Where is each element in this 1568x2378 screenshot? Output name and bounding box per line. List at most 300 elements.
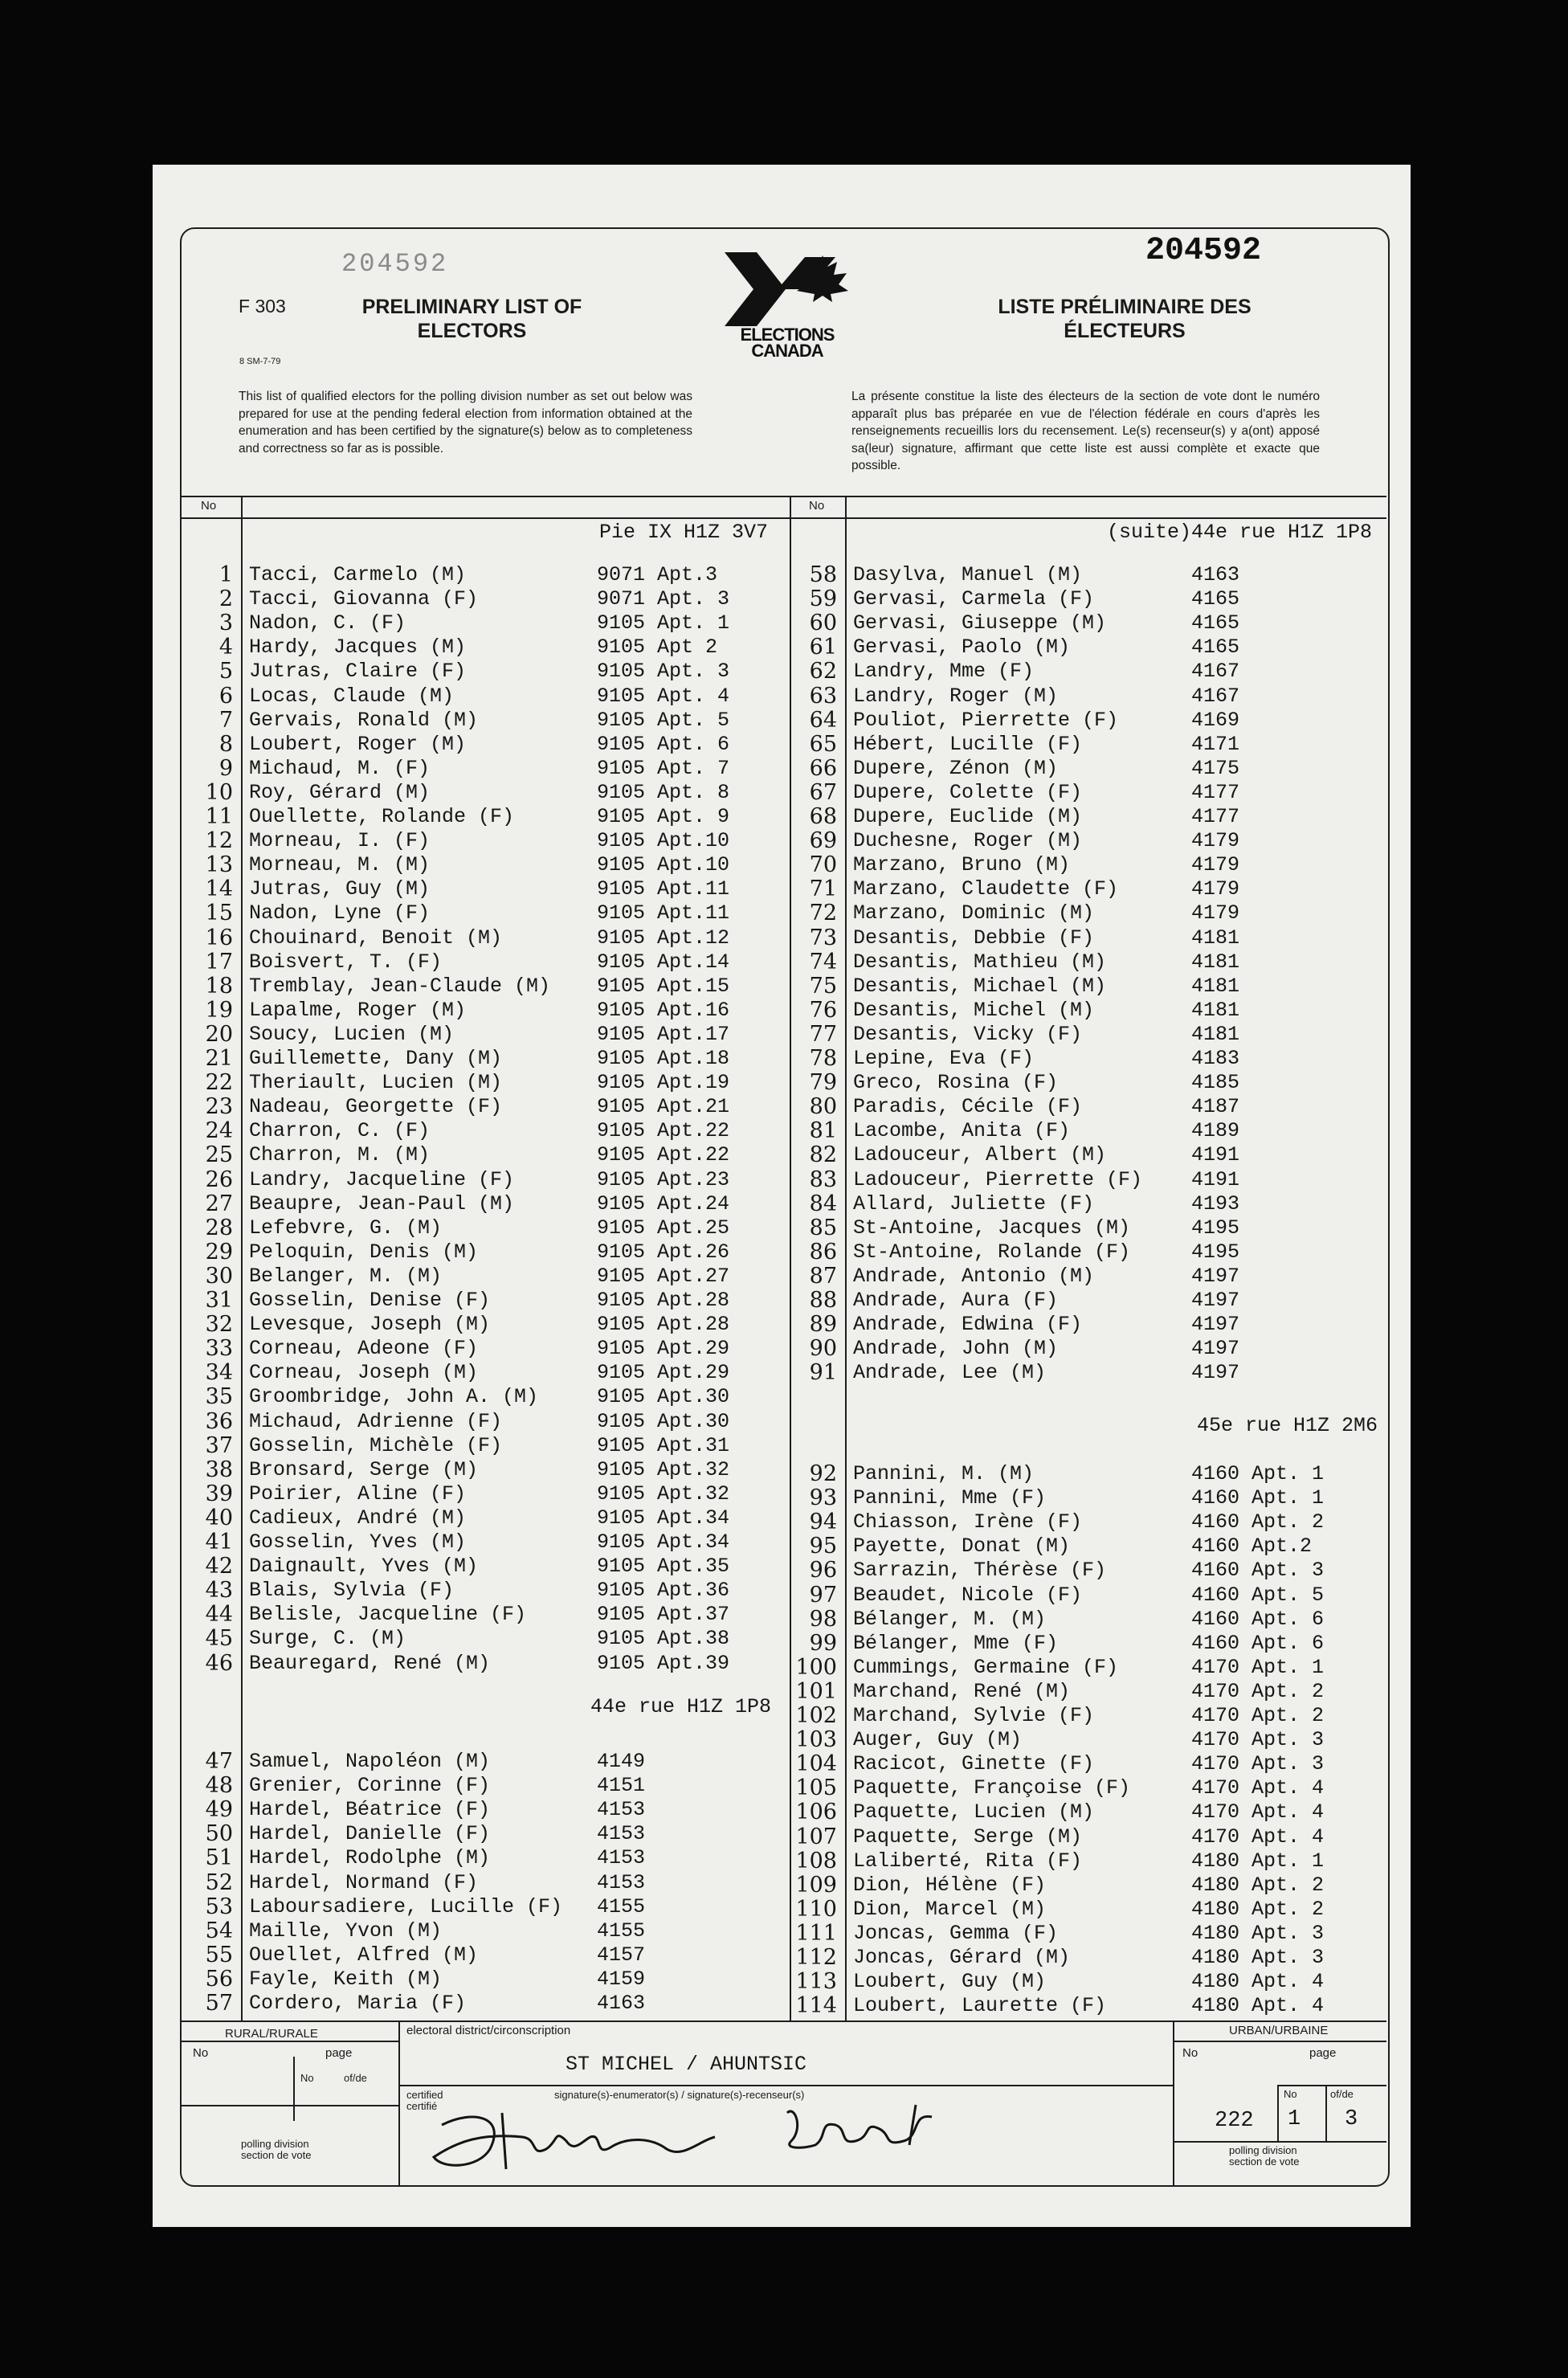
list-item <box>757 733 1367 757</box>
rural-polling-label-2: section de vote <box>241 2149 312 2161</box>
elector-number: 82 <box>809 1142 837 1168</box>
elector-address: 9105 Apt.24 <box>597 1191 730 1216</box>
elector-name: Morneau, I. (F) <box>249 829 431 853</box>
elector-name: Corneau, Adeone (F) <box>249 1337 479 1361</box>
elector-address: 4180 Apt. 3 <box>1191 1921 1325 1945</box>
list-item <box>757 1583 1367 1608</box>
elector-address: 4160 Apt. 5 <box>1191 1583 1325 1607</box>
list-item <box>757 1898 1367 1922</box>
elector-address: 4183 <box>1191 1047 1240 1070</box>
elector-number: 78 <box>809 1046 837 1071</box>
elector-name: Gervasi, Carmela (F) <box>853 587 1095 611</box>
elector-number: 69 <box>809 828 837 854</box>
elector-number: 53 <box>205 1894 233 1919</box>
elector-number: 31 <box>205 1288 233 1313</box>
elector-number: 71 <box>809 876 837 902</box>
footer-rural-mid <box>182 2105 398 2106</box>
elector-address: 9105 Apt. 3 <box>597 660 730 684</box>
list-item <box>757 709 1367 733</box>
polling-division-number: 222 <box>1215 2109 1254 2133</box>
list-item <box>153 1192 763 1216</box>
elector-number: 55 <box>205 1942 233 1967</box>
elector-number: 8 <box>218 731 233 757</box>
elector-name: Landry, Roger (M) <box>853 684 1059 708</box>
elector-number: 20 <box>205 1021 233 1047</box>
list-item <box>153 1627 763 1651</box>
elector-name: Marchand, René (M) <box>853 1679 1071 1703</box>
elector-number: 108 <box>795 1848 837 1873</box>
note-french: La présente constitue la liste des électeurs de la section de vote dont le numéro apparaît plus bas préparée en vue de l'élection fédérale en cours d'après les renseignements recueillis lors du recensement. Le(s) recenseur(s) y a(ont) apposé sa(leur) signature, affirmant que cette liste est aussi complète et exacte que possible. <box>851 390 1320 472</box>
elector-number: 83 <box>809 1167 837 1192</box>
elector-address: 9071 Apt. 3 <box>597 587 730 611</box>
elector-name: Joncas, Gérard (M) <box>853 1946 1071 1969</box>
elector-number: 63 <box>809 683 837 709</box>
elector-address: 4160 Apt. 6 <box>1191 1631 1325 1655</box>
elector-name: Gosselin, Yves (M) <box>249 1530 467 1554</box>
elector-address: 4179 <box>1191 853 1240 877</box>
elector-address: 9105 Apt.37 <box>597 1603 730 1627</box>
elector-number: 62 <box>809 659 837 684</box>
elector-name: Hardel, Béatrice (F) <box>249 1798 491 1822</box>
elector-name: Tacci, Giovanna (F) <box>249 587 479 611</box>
right-section-header-1: (suite)44e rue H1Z 1P8 <box>1107 521 1373 544</box>
elector-address: 4170 Apt. 2 <box>1191 1679 1325 1703</box>
list-item <box>153 1992 763 2016</box>
elector-address: 4167 <box>1191 660 1240 684</box>
left-no-header: No <box>201 499 217 513</box>
elector-address: 9105 Apt.29 <box>597 1337 730 1361</box>
elector-address: 4193 <box>1191 1191 1240 1216</box>
elector-name: Gosselin, Denise (F) <box>249 1289 491 1312</box>
list-item <box>153 999 763 1023</box>
table-top-rule <box>182 496 1386 497</box>
elector-number: 109 <box>795 1872 837 1898</box>
elector-number: 64 <box>809 707 837 733</box>
elector-number: 84 <box>809 1191 837 1216</box>
elector-number: 46 <box>205 1650 233 1676</box>
elector-number: 87 <box>809 1263 837 1289</box>
elector-name: Hébert, Lucille (F) <box>853 732 1083 756</box>
elector-name: Payette, Donat (M) <box>853 1534 1071 1559</box>
elector-name: Maille, Yvon (M) <box>249 1918 443 1943</box>
elector-number: 13 <box>205 852 233 878</box>
list-item <box>153 1506 763 1530</box>
stamp-number: 204592 <box>341 249 449 279</box>
elector-name: Desantis, Debbie (F) <box>853 925 1095 950</box>
elector-address: 4170 Apt. 4 <box>1191 1800 1325 1824</box>
elector-address: 9105 Apt. 8 <box>597 780 730 804</box>
elector-address: 9105 Apt.16 <box>597 998 730 1022</box>
elector-number: 39 <box>205 1481 233 1506</box>
list-item <box>757 1240 1367 1265</box>
elector-number: 57 <box>205 1991 233 2016</box>
elector-name: Dupere, Colette (F) <box>853 780 1083 804</box>
elector-number: 59 <box>809 586 837 612</box>
elector-name: Auger, Guy (M) <box>853 1728 1023 1752</box>
elector-address: 4180 Apt. 4 <box>1191 1970 1325 1994</box>
elector-number: 75 <box>809 973 837 999</box>
list-item <box>757 1608 1367 1632</box>
elector-name: Soucy, Lucien (M) <box>249 1022 455 1046</box>
elector-name: Charron, C. (F) <box>249 1119 431 1143</box>
left-section-header-2: 44e rue H1Z 1P8 <box>590 1695 772 1718</box>
elector-name: Ouellette, Rolande (F) <box>249 805 515 828</box>
elector-name: Andrade, Edwina (F) <box>853 1313 1083 1337</box>
elector-number: 70 <box>809 852 837 878</box>
district-label: electoral district/circonscription <box>406 2024 571 2037</box>
left-section-header-1: Pie IX H1Z 3V7 <box>599 521 769 544</box>
elector-number: 40 <box>205 1505 233 1530</box>
elector-name: Andrade, Lee (M) <box>853 1361 1047 1385</box>
elector-address: 9105 Apt.12 <box>597 925 730 950</box>
list-item <box>757 781 1367 805</box>
elector-name: Hardel, Normand (F) <box>249 1870 479 1894</box>
elector-number: 98 <box>809 1606 837 1632</box>
footer-urban-rule <box>1173 2041 1386 2042</box>
elector-address: 4187 <box>1191 1095 1240 1119</box>
elector-address: 4160 Apt. 1 <box>1191 1462 1325 1485</box>
elector-address: 9105 Apt.11 <box>597 877 730 901</box>
list-item <box>153 1168 763 1192</box>
elector-number: 68 <box>809 804 837 829</box>
list-item <box>757 1946 1367 1970</box>
list-item <box>153 1943 763 1967</box>
list-item <box>757 1994 1367 2018</box>
list-item <box>757 1337 1367 1361</box>
elector-address: 4185 <box>1191 1071 1240 1095</box>
elector-address: 9105 Apt 2 <box>597 635 718 660</box>
title-en-line1: PRELIMINARY LIST OF <box>361 296 582 318</box>
elector-number: 103 <box>795 1727 837 1753</box>
elector-name: Bronsard, Serge (M) <box>249 1457 479 1481</box>
elector-name: Dion, Hélène (F) <box>853 1873 1047 1897</box>
elector-number: 66 <box>809 755 837 781</box>
elector-number: 42 <box>205 1554 233 1579</box>
elector-name: Desantis, Michael (M) <box>853 974 1107 998</box>
list-item <box>153 877 763 901</box>
elector-name: Bélanger, Mme (F) <box>853 1631 1059 1655</box>
elector-number: 34 <box>205 1360 233 1386</box>
logo-text-line2: CANADA <box>751 341 823 361</box>
list-item <box>757 805 1367 829</box>
elector-address: 4163 <box>597 1992 646 2015</box>
urban-page-label: page <box>1309 2046 1337 2060</box>
elector-address: 4170 Apt. 3 <box>1191 1728 1325 1752</box>
elector-name: Marchand, Sylvie (F) <box>853 1704 1095 1727</box>
title-fr-line1: LISTE PRÉLIMINAIRE DES <box>998 296 1252 318</box>
list-item <box>153 757 763 781</box>
elector-name: Gervasi, Giuseppe (M) <box>853 611 1107 635</box>
rural-page-label: page <box>325 2046 353 2060</box>
elector-address: 4180 Apt. 3 <box>1191 1946 1325 1969</box>
list-item <box>153 733 763 757</box>
elector-address: 4179 <box>1191 901 1240 925</box>
elector-number: 91 <box>809 1360 837 1386</box>
list-item <box>757 974 1367 999</box>
list-item <box>757 1534 1367 1559</box>
elector-name: Ladouceur, Pierrette (F) <box>853 1167 1143 1191</box>
elector-name: Surge, C. (M) <box>249 1627 406 1651</box>
elector-address: 4160 Apt. 6 <box>1191 1607 1325 1631</box>
elector-number: 43 <box>205 1578 233 1604</box>
elector-number: 72 <box>809 901 837 926</box>
rural-of-label: of/de <box>344 2072 367 2084</box>
elector-address: 9105 Apt.14 <box>597 950 730 974</box>
elector-name: Joncas, Gemma (F) <box>853 1921 1059 1945</box>
elector-address: 9105 Apt.34 <box>597 1506 730 1530</box>
elector-name: Jutras, Claire (F) <box>249 660 467 684</box>
elector-address: 9105 Apt. 7 <box>597 756 730 780</box>
signature-enumerator-2 <box>771 2097 964 2169</box>
elector-number: 15 <box>205 901 233 926</box>
list-item <box>757 1510 1367 1534</box>
logo-text-line1: ELECTIONS <box>740 325 835 345</box>
elector-name: Dasylva, Manuel (M) <box>853 563 1083 586</box>
elector-address: 4153 <box>597 1870 646 1894</box>
elector-number: 25 <box>205 1142 233 1168</box>
district-value: ST MICHEL / AHUNTSIC <box>566 2053 807 2076</box>
elector-address: 9105 Apt.30 <box>597 1385 730 1409</box>
elector-name: Racicot, Ginette (F) <box>853 1752 1095 1776</box>
elector-number: 80 <box>809 1094 837 1120</box>
list-item <box>757 853 1367 877</box>
urban-sub-no-label: No <box>1284 2088 1297 2100</box>
list-item <box>757 1825 1367 1849</box>
list-item <box>757 660 1367 684</box>
elector-name: Corneau, Joseph (M) <box>249 1361 479 1385</box>
page-number: 1 <box>1288 2107 1301 2131</box>
elector-name: Guillemette, Dany (M) <box>249 1047 503 1070</box>
list-item <box>153 660 763 684</box>
elector-number: 102 <box>795 1703 837 1728</box>
elector-address: 4180 Apt. 4 <box>1191 1994 1325 2018</box>
elector-address: 4181 <box>1191 1022 1240 1046</box>
elector-name: Bélanger, M. (M) <box>853 1607 1047 1631</box>
serial-number: 204592 <box>1145 233 1262 269</box>
list-item <box>153 1361 763 1385</box>
list-item <box>153 1458 763 1482</box>
urban-page-top <box>1277 2085 1386 2086</box>
elector-name: Dupere, Zénon (M) <box>853 756 1059 780</box>
elector-number: 37 <box>205 1432 233 1458</box>
elector-name: Jutras, Guy (M) <box>249 877 431 901</box>
elector-address: 9105 Apt.34 <box>597 1530 730 1554</box>
elector-number: 26 <box>205 1167 233 1192</box>
list-item <box>757 1216 1367 1240</box>
elector-address: 4189 <box>1191 1119 1240 1143</box>
list-item <box>757 611 1367 635</box>
elector-name: Andrade, John (M) <box>853 1337 1059 1361</box>
elector-number: 49 <box>205 1797 233 1823</box>
elector-number: 114 <box>795 1993 837 2019</box>
footer-rural-rule <box>182 2041 398 2042</box>
list-item <box>153 1047 763 1071</box>
list-item <box>153 1385 763 1409</box>
elector-number: 92 <box>809 1461 837 1486</box>
elector-address: 4170 Apt. 3 <box>1191 1752 1325 1776</box>
elector-name: Greco, Rosina (F) <box>853 1071 1059 1095</box>
elector-number: 93 <box>809 1485 837 1511</box>
list-item <box>153 901 763 925</box>
elector-name: Landry, Jacqueline (F) <box>249 1167 515 1191</box>
elector-address: 9105 Apt. 4 <box>597 684 730 708</box>
list-item <box>153 684 763 709</box>
elector-address: 4157 <box>597 1943 646 1967</box>
elector-number: 41 <box>205 1530 233 1555</box>
elector-name: Roy, Gérard (M) <box>249 780 431 804</box>
elector-name: Gervais, Ronald (M) <box>249 708 479 732</box>
signature-enumerator-1 <box>410 2093 747 2181</box>
list-item <box>757 877 1367 901</box>
elector-address: 9105 Apt.28 <box>597 1313 730 1337</box>
list-item <box>757 829 1367 853</box>
list-item <box>757 1486 1367 1510</box>
list-item <box>757 1143 1367 1167</box>
elector-name: Belanger, M. (M) <box>249 1264 443 1288</box>
list-item <box>757 1752 1367 1776</box>
elector-address: 4181 <box>1191 925 1240 950</box>
elector-address: 4165 <box>1191 635 1240 660</box>
elector-number: 21 <box>205 1046 233 1071</box>
elector-number: 56 <box>205 1966 233 1992</box>
urban-polling-label-1: polling division <box>1229 2144 1297 2156</box>
elector-address: 9105 Apt. 9 <box>597 805 730 828</box>
list-item <box>757 1095 1367 1119</box>
elector-number: 99 <box>809 1630 837 1656</box>
list-item <box>153 1337 763 1361</box>
elector-number: 96 <box>809 1558 837 1583</box>
elector-number: 6 <box>218 683 233 709</box>
elector-name: Ladouceur, Albert (M) <box>853 1143 1107 1167</box>
elector-name: Hardy, Jacques (M) <box>249 635 467 660</box>
elector-address: 4155 <box>597 1918 646 1943</box>
elector-number: 60 <box>809 611 837 636</box>
elector-name: Peloquin, Denis (M) <box>249 1240 479 1264</box>
elector-name: Theriault, Lucien (M) <box>249 1071 503 1095</box>
elector-number: 74 <box>809 949 837 974</box>
elector-address: 4165 <box>1191 611 1240 635</box>
list-item <box>153 1822 763 1846</box>
list-item <box>153 611 763 635</box>
list-item <box>153 1895 763 1919</box>
x-maple-leaf-icon <box>715 249 860 329</box>
rural-sub-no-label: No <box>300 2072 314 2084</box>
list-item <box>153 1410 763 1434</box>
elector-number: 23 <box>205 1094 233 1120</box>
list-item <box>757 1313 1367 1337</box>
elector-address: 4181 <box>1191 974 1240 998</box>
elector-name: Desantis, Mathieu (M) <box>853 950 1107 974</box>
list-item <box>153 853 763 877</box>
elector-address: 9105 Apt.35 <box>597 1555 730 1579</box>
elector-name: Chiasson, Irène (F) <box>853 1510 1083 1534</box>
list-item <box>153 1750 763 1774</box>
elector-address: 9105 Apt.26 <box>597 1240 730 1264</box>
elector-address: 4153 <box>597 1846 646 1870</box>
elector-number: 5 <box>218 659 233 684</box>
elector-number: 4 <box>218 635 233 660</box>
elector-number: 111 <box>795 1920 837 1946</box>
elector-number: 3 <box>218 611 233 636</box>
elector-address: 9105 Apt.22 <box>597 1143 730 1167</box>
elector-name: Charron, M. (M) <box>249 1143 431 1167</box>
elector-number: 88 <box>809 1288 837 1313</box>
elector-number: 86 <box>809 1239 837 1265</box>
elector-name: Michaud, M. (F) <box>249 756 431 780</box>
elector-name: Tremblay, Jean-Claude (M) <box>249 974 551 998</box>
elector-number: 28 <box>205 1215 233 1240</box>
elector-address: 4160 Apt.2 <box>1191 1534 1313 1559</box>
elector-number: 94 <box>809 1510 837 1535</box>
title-fr <box>932 295 1317 343</box>
elector-name: Nadeau, Georgette (F) <box>249 1095 503 1119</box>
elector-number: 90 <box>809 1336 837 1362</box>
elector-address: 4170 Apt. 2 <box>1191 1704 1325 1727</box>
elector-name: Cummings, Germaine (F) <box>853 1655 1119 1679</box>
list-item <box>153 1871 763 1895</box>
elector-number: 89 <box>809 1312 837 1338</box>
elector-name: Belisle, Jacqueline (F) <box>249 1603 527 1627</box>
elector-name: Morneau, M. (M) <box>249 853 431 877</box>
list-item <box>757 1704 1367 1728</box>
list-item <box>757 1800 1367 1824</box>
footer-urban-mid <box>1173 2141 1386 2143</box>
elector-number: 18 <box>205 973 233 999</box>
elector-name: Marzano, Bruno (M) <box>853 853 1071 877</box>
elector-number: 14 <box>205 876 233 902</box>
title-en <box>341 295 602 343</box>
urban-page-mid <box>1325 2085 1327 2141</box>
list-item <box>153 805 763 829</box>
list-item <box>757 1265 1367 1289</box>
page-total: 3 <box>1345 2107 1358 2131</box>
elector-address: 9105 Apt. 1 <box>597 611 730 635</box>
right-no-header: No <box>809 499 825 513</box>
elector-name: Gervasi, Paolo (M) <box>853 635 1071 660</box>
list-item <box>757 1361 1367 1385</box>
elector-name: Tacci, Carmelo (M) <box>249 563 467 586</box>
signature-label: signature(s)-enumerator(s) / signature(s)-recenseur(s) <box>554 2089 805 2101</box>
elector-address: 4197 <box>1191 1264 1240 1288</box>
elector-name: Levesque, Joseph (M) <box>249 1313 491 1337</box>
elector-number: 17 <box>205 949 233 974</box>
elector-name: Nadon, Lyne (F) <box>249 901 431 925</box>
elector-number: 10 <box>205 779 233 805</box>
elector-name: Landry, Mme (F) <box>853 660 1035 684</box>
list-item <box>757 1047 1367 1071</box>
elector-address: 9105 Apt.15 <box>597 974 730 998</box>
list-item <box>757 1462 1367 1486</box>
elector-address: 4181 <box>1191 998 1240 1022</box>
elector-address: 9105 Apt.30 <box>597 1409 730 1433</box>
elector-number: 76 <box>809 997 837 1023</box>
footer-district-rule <box>398 2085 1173 2086</box>
elector-number: 19 <box>205 997 233 1023</box>
elector-name: Fayle, Keith (M) <box>249 1967 443 1991</box>
elector-address: 4197 <box>1191 1289 1240 1312</box>
list-item <box>757 1289 1367 1313</box>
elector-number: 51 <box>205 1845 233 1871</box>
list-item <box>153 1579 763 1603</box>
elector-number: 33 <box>205 1336 233 1362</box>
elector-number: 29 <box>205 1239 233 1265</box>
elector-number: 16 <box>205 925 233 950</box>
elector-address: 9105 Apt.36 <box>597 1579 730 1603</box>
elector-name: Hardel, Danielle (F) <box>249 1822 491 1846</box>
elector-number: 85 <box>809 1215 837 1240</box>
elector-address: 4181 <box>1191 950 1240 974</box>
elector-number: 48 <box>205 1773 233 1799</box>
